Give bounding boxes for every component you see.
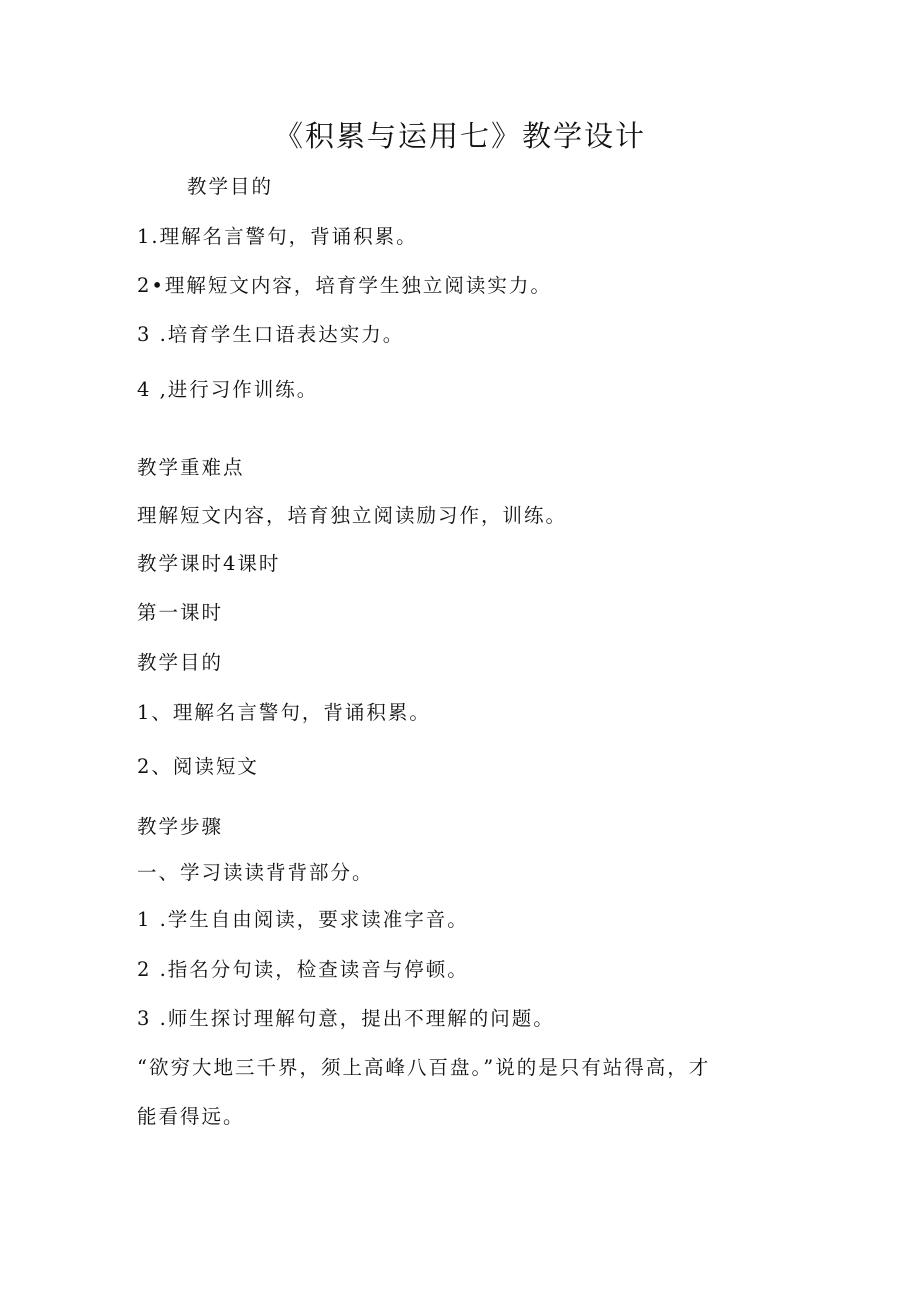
section-heading-objectives: 教学目的 [187, 175, 274, 198]
objective-item-3: 3 .培育学生口语表达实力。 [137, 323, 405, 346]
quote-text-line-2: 能看得远。 [137, 1105, 245, 1128]
objective-item-4: 4 ,进行习作训练。 [137, 378, 319, 401]
document-title: 《积累与运用七》教学设计 [273, 119, 646, 153]
step-item-1: 1 .学生自由阅读，要求读准字音。 [137, 908, 469, 931]
step-item-3: 3 .师生探讨理解句意，提出不理解的问题。 [137, 1007, 555, 1030]
step-heading-1: 一、学习读读背背部分。 [137, 861, 374, 884]
lesson-one-objectives-heading: 教学目的 [137, 651, 224, 674]
objective-item-1: 1.理解名言警句，背诵积累。 [137, 225, 418, 248]
key-points-text: 理解短文内容，培育独立阅读励习作，训练。 [137, 504, 568, 527]
section-heading-steps: 教学步骤 [137, 815, 224, 838]
quote-text-line-1: “欲穷大地三千界，须上高峰八百盘。”说的是只有站得高，才 [137, 1056, 711, 1079]
class-hours-text: 教学课时4课时 [137, 552, 281, 575]
section-heading-key-points: 教学重难点 [137, 456, 245, 479]
lesson-one-objective-1: 1、理解名言警句，背诵积累。 [137, 701, 431, 724]
lesson-one-heading: 第一课时 [137, 601, 224, 624]
lesson-one-objective-2: 2、阅读短文 [137, 755, 259, 778]
objective-item-2: 2•理解短文内容，培育学生独立阅读实力。 [137, 274, 552, 297]
step-item-2: 2 .指名分句读，检查读音与停顿。 [137, 958, 469, 981]
